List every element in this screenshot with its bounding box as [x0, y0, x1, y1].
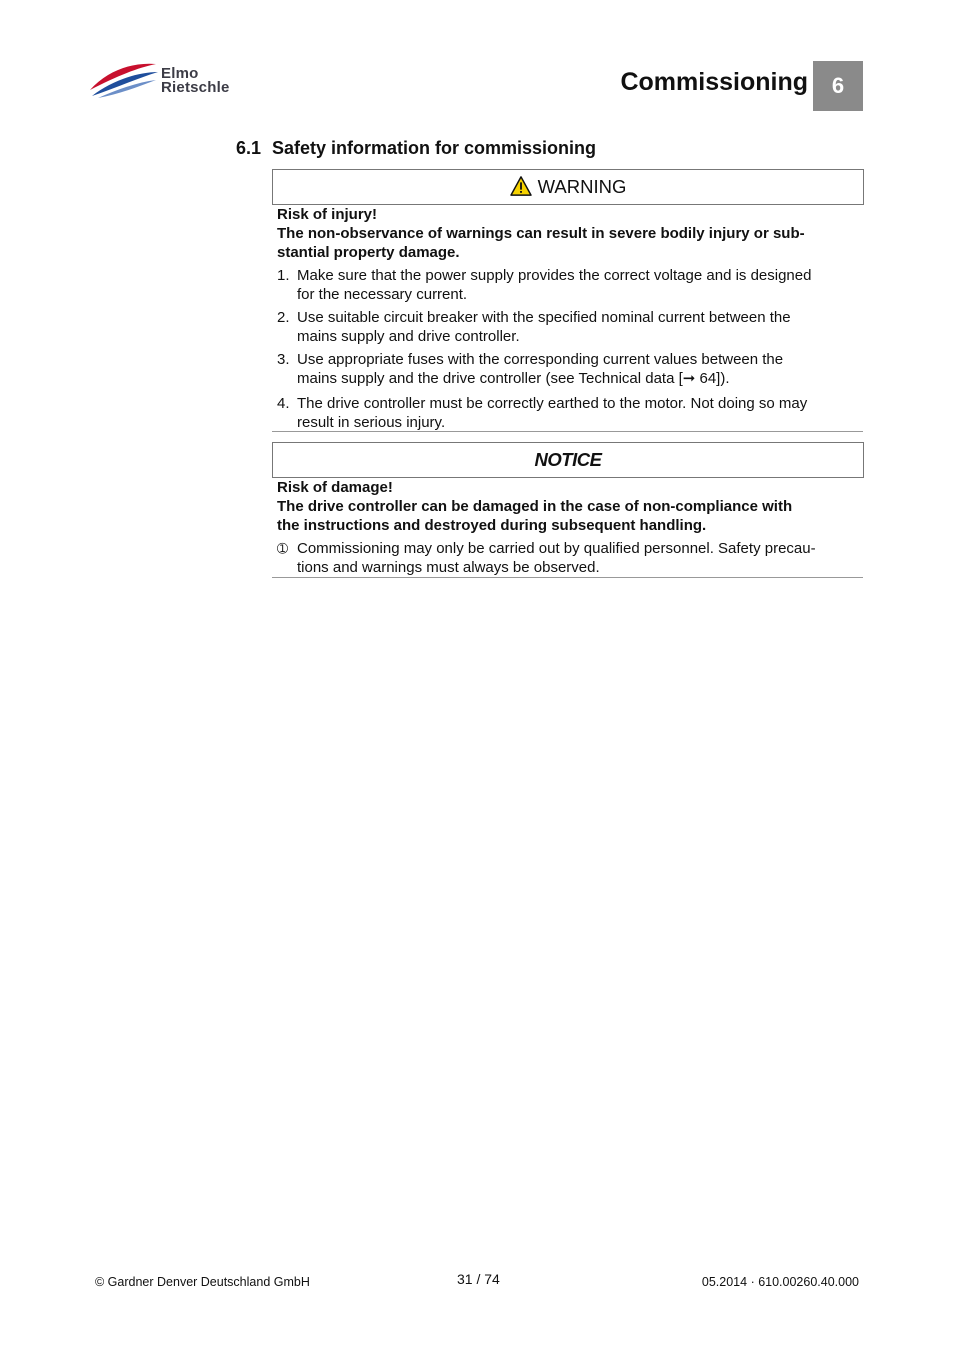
step-number: 3. [277, 351, 290, 368]
notice-header [272, 442, 864, 478]
step-text-line1: Make sure that the power supply provides the correct voltage and is designed [297, 267, 812, 284]
warning-consequence-line1: The non-observance of warnings can result in severe bodily injury or sub- [277, 225, 805, 242]
company-logo [88, 60, 258, 102]
notice-consequence-line2: the instructions and destroyed during subsequent handling. [277, 517, 707, 534]
step-text-line1: Use suitable circuit breaker with the specified nominal current between the [297, 309, 791, 326]
warning-consequence-line2: stantial property damage. [277, 244, 460, 261]
notice-label: NOTICE [534, 449, 602, 470]
warning-step-1 [277, 266, 863, 304]
list-item [277, 308, 863, 346]
warning-risk: Risk of injury! [277, 206, 378, 223]
section-heading [236, 137, 596, 159]
notice-body [277, 478, 863, 535]
step-text-line2: mains supply and the drive controller (see Technical data [➞ 64]). [297, 370, 730, 387]
step-number: 1. [277, 267, 290, 284]
list-item [277, 394, 863, 432]
logo-swoosh-icon [88, 60, 160, 100]
logo-text-line2: Rietschle [161, 79, 230, 96]
step-text-line1: The drive controller must be correctly earthed to the motor. Not doing so may [297, 395, 808, 412]
logo-text-line1: Elmo [161, 65, 199, 82]
warning-step-3 [277, 350, 863, 388]
section-title: Safety information for commissioning [272, 138, 597, 158]
footer-copyright: © Gardner Denver Deutschland GmbH [95, 1275, 310, 1289]
warning-triangle-icon [510, 176, 532, 196]
step-text-line2: for the necessary current. [297, 286, 468, 303]
notice-consequence-line1: The drive controller can be damaged in the case of non-compliance with [277, 498, 793, 515]
list-item [277, 539, 863, 577]
item-text-line2: tions and warnings must always be observed. [297, 559, 600, 576]
chapter-number-badge: 6 [813, 61, 863, 111]
notice-item-1 [277, 539, 863, 577]
warning-bottom-rule [272, 431, 863, 432]
footer-document-reference: 05.2014 · 610.00260.40.000 [701, 1275, 859, 1289]
item-text-line1: Commissioning may only be carried out by qualified personnel. Safety precau- [297, 540, 816, 557]
step-text-line1: Use appropriate fuses with the corresponding current values between the [297, 351, 784, 368]
list-item [277, 266, 863, 304]
section-number: 6.1 [236, 138, 262, 158]
warning-header [272, 169, 864, 205]
step-number: 2. [277, 309, 290, 326]
warning-step-2 [277, 308, 863, 346]
warning-body [277, 205, 863, 262]
notice-bottom-rule [272, 577, 863, 578]
chapter-title: Commissioning [620, 68, 808, 96]
step-number: 4. [277, 395, 290, 412]
step-marker: ➀ [277, 541, 288, 556]
warning-label: WARNING [537, 176, 627, 197]
list-item [277, 350, 863, 388]
step-text-line2: mains supply and drive controller. [297, 328, 520, 345]
step-text-line2: result in serious injury. [297, 414, 446, 431]
notice-risk: Risk of damage! [277, 479, 393, 496]
warning-step-4 [277, 394, 863, 432]
footer-page-number: 31 / 74 [457, 1271, 500, 1287]
